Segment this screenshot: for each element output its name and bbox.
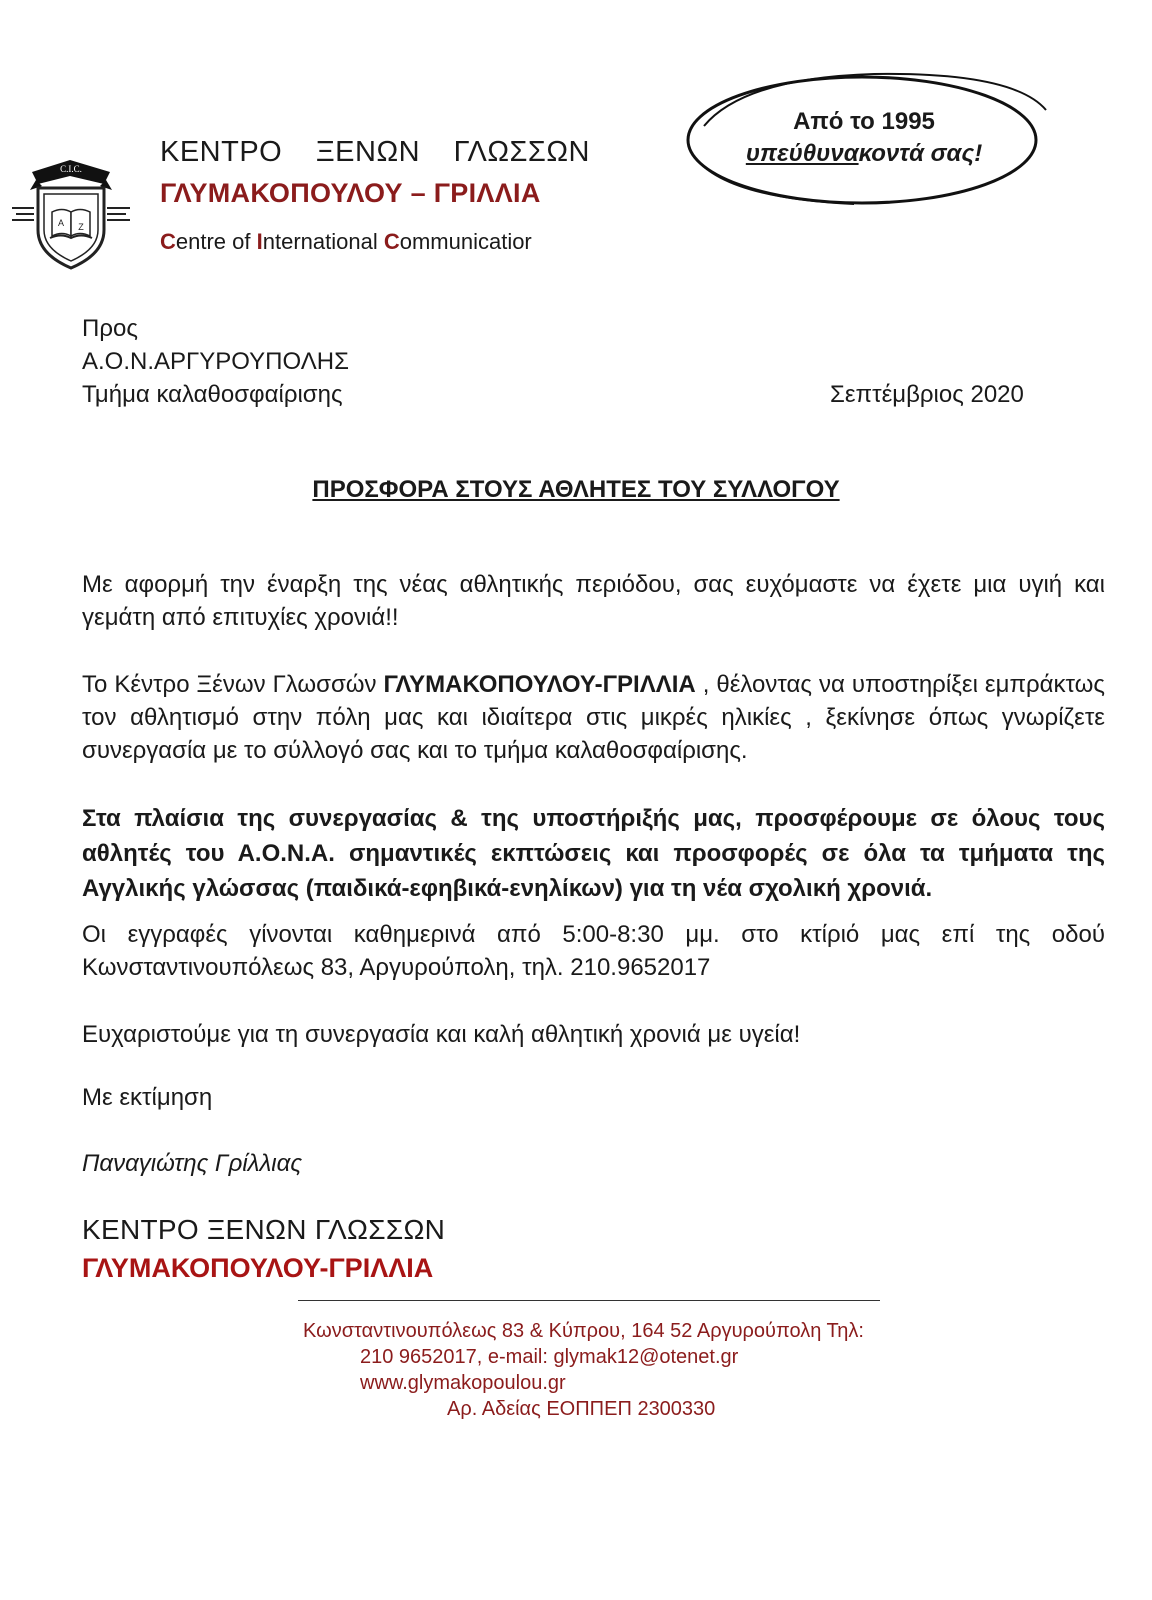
paragraph-intro	[82, 668, 1105, 767]
logo-book-letter-a: A	[57, 218, 65, 228]
badge-line2	[684, 140, 1044, 168]
paragraph-registration: Οι εγγραφές γίνονται καθημερινά από 5:00-8:30 μμ. στο κτίριό μας επί της οδού Κωνσταντινουπόλεως 83, Αργυρούπολη, τηλ. 210.9652017	[82, 921, 1105, 981]
org-name-line1	[160, 136, 590, 169]
paragraph-offer: Στα πλαίσια της συνεργασίας & της υποστήριξής μας, προσφέρουμε σε όλους τους αθλητές του Α.Ο.Ν.Α. σημαντικές εκπτώσεις και προσφορές σε όλα τα τμήματα της Αγγλικής γλώσσας (παιδικά-εφηβικά-ενηλίκων) για τη νέα σχολική χρονιά.	[82, 805, 1105, 902]
p2-bold-name: ΓΛΥΜΑΚΟΠΟΥΛΟΥ-ΓΡΙΛΛΙΑ	[383, 671, 696, 698]
p2-start: Το Κέντρο Ξένων Γλωσσών	[82, 671, 384, 698]
p2-end: , θέλοντας να υποστηρίξει εμπράκτως τον αθλητισμό στην πόλη μας και ιδιαίτερα στις μικρές ηλικίες , ξεκίνησε όπως γνωρίζετε συνεργασία με το σύλλογό σας και το τμήμα καλαθοσφαίρισης.	[82, 671, 1105, 764]
word-ommunication: ommunicatior	[399, 229, 532, 254]
footer-divider	[298, 1300, 880, 1301]
paragraph-thanks: Ευχαριστούμε για τη συνεργασία και καλή αθλητική χρονιά με υγεία!	[82, 1021, 801, 1048]
org-word: ΞΕΝΩΝ	[315, 136, 421, 168]
org-name-line2: ΓΛΥΜΑΚΟΠΟΥΛΟΥ – ΓΡΙΛΛΙΑ	[160, 178, 541, 208]
logo	[10, 150, 135, 275]
org-name-english	[160, 229, 590, 255]
recipient-department: Τμήμα καλαθοσφαίρισης	[82, 381, 343, 408]
org-word: ΚΕΝΤΡΟ	[160, 136, 283, 168]
letter-heading	[0, 476, 1152, 504]
word-nternational: nternational	[262, 229, 384, 254]
paragraph-greeting: Με αφορμή την έναρξη της νέας αθλητικής περιόδου, σας ευχόμαστε να έχετε μια υγιή και γεμάτη από επιτυχίες χρονιά!!	[82, 571, 1105, 631]
recipient-club: Α.Ο.Ν.ΑΡΓΥΡΟΥΠΟΛΗΣ	[82, 348, 349, 375]
logo-text: C.I.C.	[60, 164, 82, 174]
badge-rest: κοντά σας!	[858, 140, 983, 167]
signature-name: Παναγιώτης Γρίλλιας	[82, 1150, 302, 1177]
since-1995-badge	[684, 60, 1074, 210]
letter-date: Σεπτέμβριος 2020	[830, 381, 1024, 408]
heading-text: ΠΡΟΣΦΟΡΑ ΣΤΟΥΣ ΑΘΛΗΤΕΣ ΤΟΥ ΣΥΛΛΟΓΟΥ	[312, 476, 840, 503]
footer-phone-email: 210 9652017, e-mail: glymak12@otenet.gr	[360, 1346, 739, 1368]
initial-c: C	[160, 229, 176, 254]
footer-org-line1: ΚΕΝΤΡΟ ΞΕΝΩΝ ΓΛΩΣΣΩΝ	[82, 1214, 446, 1245]
initial-c2: C	[383, 229, 400, 254]
footer-website: www.glymakopoulou.gr	[360, 1372, 566, 1394]
footer-org-line2: ΓΛΥΜΑΚΟΠΟΥΛΟΥ-ΓΡΙΛΛΙΑ	[82, 1253, 434, 1283]
footer-license: Αρ. Αδείας ΕΟΠΠΕΠ 2300330	[447, 1398, 716, 1420]
org-word: ΓΛΩΣΣΩΝ	[453, 136, 590, 168]
badge-underlined-word: υπεύθυνα	[745, 140, 859, 167]
logo-book-letter-z: Z	[78, 222, 84, 232]
word-entre: entre of	[175, 229, 257, 254]
recipient-to: Προς	[82, 315, 138, 342]
badge-line1: Από το 1995	[793, 108, 935, 135]
initial-i: I	[256, 229, 263, 254]
closing: Με εκτίμηση	[82, 1084, 213, 1111]
footer-address: Κωνσταντινουπόλεως 83 & Κύπρου, 164 52 Αργυρούπολη Τηλ:	[303, 1320, 864, 1342]
